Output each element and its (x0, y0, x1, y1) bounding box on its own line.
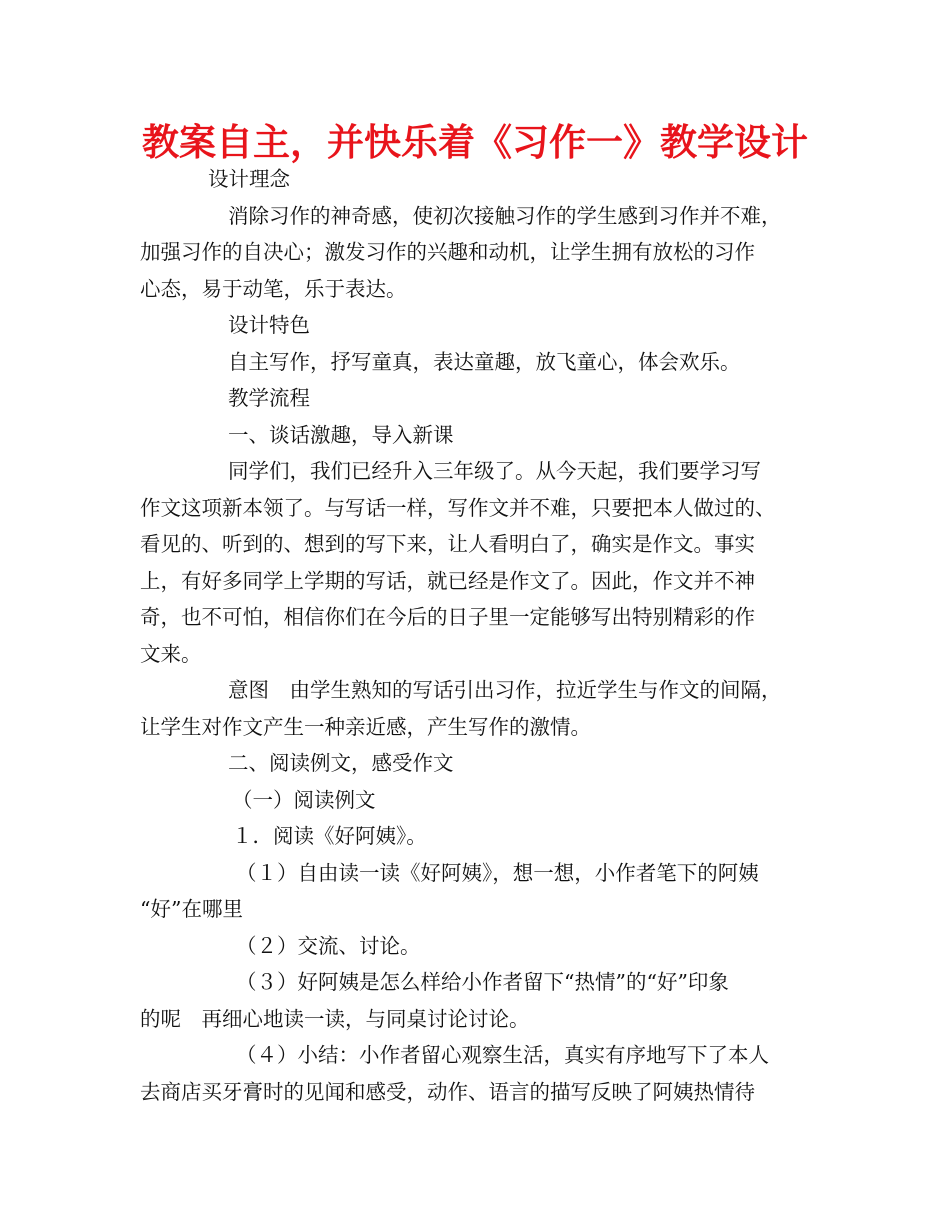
paragraph-line: 看见的、听到的、想到的写下来，让人看明白了，确实是作文。事实 (140, 532, 755, 556)
paragraph-line: 意图 由学生熟知的写话引出习作，拉近学生与作文的间隔， (228, 678, 782, 702)
paragraph-line: 作文这项新本领了。与写话一样，写作文并不难，只要把本人做过的、 (140, 495, 776, 520)
paragraph-line: 文来。 (140, 641, 202, 666)
list-item: （１）自由读一读《好阿姨》，想一想，小作者笔下的阿姨 (236, 860, 759, 885)
list-item: （３）好阿姨是怎么样给小作者留下“热情”的“好”印象 (236, 970, 729, 994)
heading-teaching-process: 教学流程 (228, 386, 310, 410)
paragraph-line: 自主写作，抒写童真，表达童趣，放飞童心，体会欢乐。 (228, 349, 741, 374)
heading-design-concept: 设计理念 (208, 167, 290, 191)
paragraph-line: 去商店买牙膏时的见闻和感受，动作、语言的描写反映了阿姨热情待 (140, 1079, 755, 1104)
paragraph-line: “好”在哪里 (140, 897, 243, 921)
paragraph-line: 加强习作的自决心；激发习作的兴趣和动机，让学生拥有放松的习作 (140, 240, 755, 264)
list-item: （４）小结：小作者留心观察生活，真实有序地写下了本人 (236, 1043, 769, 1067)
paragraph-line: 上，有好多同学上学期的写话，就已经是作文了。因此，作文并不神 (140, 568, 755, 593)
heading-design-features: 设计特色 (228, 313, 310, 337)
paragraph-line: 同学们，我们已经升入三年级了。从今天起，我们要学习写 (228, 459, 761, 483)
list-item: １．阅读《好阿姨》。 (232, 824, 427, 848)
list-item: （２）交流、讨论。 (236, 933, 421, 958)
paragraph-line: 的呢 再细心地读一读，与同桌讨论讨论。 (140, 1006, 530, 1031)
subsection-heading: （一）阅读例文 (232, 787, 376, 812)
paragraph-line: 让学生对作文产生一种亲近感，产生写作的激情。 (140, 714, 591, 739)
document-body (140, 161, 820, 1110)
paragraph-line: 奇，也不可怕，相信你们在今后的日子里一定能够写出特别精彩的作 (140, 605, 755, 629)
paragraph-line: 心态，易于动笔，乐于表达。 (140, 276, 407, 301)
document-title: 教案自主，并快乐着《习作一》教学设计 (142, 121, 808, 164)
paragraph-line: 消除习作的神奇感，使初次接触习作的学生感到习作并不难， (228, 203, 782, 228)
section-heading: 二、阅读例文，感受作文 (228, 751, 454, 775)
section-heading: 一、谈话激趣，导入新课 (228, 422, 454, 447)
